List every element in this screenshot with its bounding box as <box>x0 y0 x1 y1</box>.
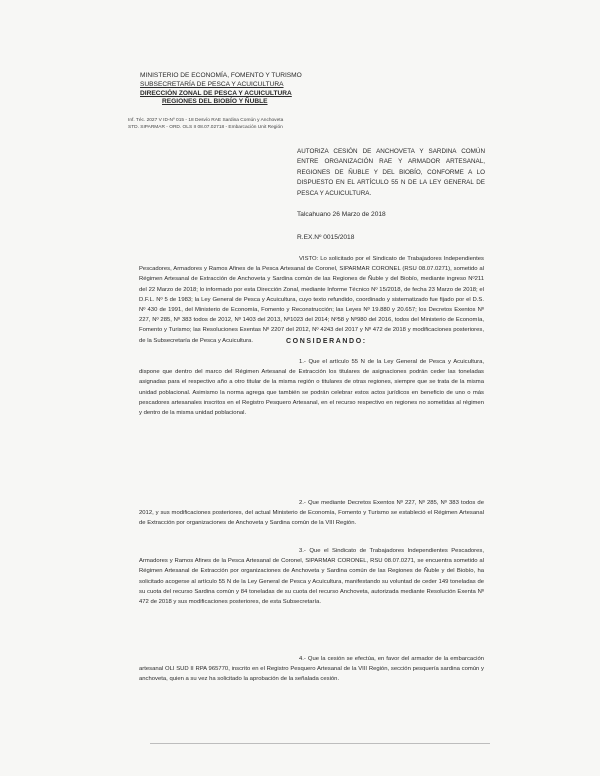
reference-line-1: Inf. Téc. 2027 V ID-Nº 015 - 18 Desvío RAE Sardina Común y Anchoveta <box>128 118 284 123</box>
reference-lines <box>128 118 318 132</box>
header-regiones: REGIONES DEL BIOBÍO Y ÑUBLE <box>162 98 268 106</box>
considerando-1: 1.- Que el artículo 55 N de la Ley General de Pesca y Acuicultura, dispone que dentro del marco del Régimen Artesanal de Extracción los titulares de asignaciones podrán ceder las toneladas asignadas para el respectivo año a otro titular de la misma región o titulares de otras regiones, siempre que se trata de la misma unidad poblacional. Asimismo la norma agrega que también se podrán celebrar estos actos jurídicos en beneficio de uno o más pescadores artesanales inscritos en el Registro Pesquero Artesanal, en el recurso respectivo en regiones no sometidas al régimen y dentro de la misma unidad poblacional. <box>139 359 484 417</box>
considerando-3: 3.- Que el Sindicato de Trabajadores Independientes Pescadores, Armadores y Ramos Afines de la Pesca Artesanal de Coronel, SIPARMAR CORONEL, RSU 08.07.0271, se encuentra sometido al Régimen Artesanal de Extracción por organizaciones de Anchoveta y Sardina común de las Regiones de Ñuble y del Biobío, ha solicitado acogerse al artículo 55 N de la Ley General de Pesca y Acuicultura, manifestando su voluntad de ceder 149 toneladas de su cuota del recurso Sardina común y 84 toneladas de su cuota del recurso Anchoveta, autorizada mediante Resolución Exenta Nº 472 de 2018 y sus modificaciones posteriores, de esta Subsecretaría. <box>139 548 484 606</box>
header-subsecretaria: SUBSECRETARÍA DE PESCA Y ACUICULTURA <box>140 80 284 88</box>
considerando-4: 4.- Que la cesión se efectúa, en favor del armador de la embarcación artesanal OLI SUD II RPA 965770, inscrito en el Registro Pesquero Artesanal de la VIII Región, sección pesquería sardina común y anchoveta, quien a su vez ha solicitado la aprobación de la señalada cesión. <box>139 656 484 683</box>
visto-paragraph: VISTO: Lo solicitado por el Sindicato de Trabajadores Independientes Pescadores, Armadores y Ramos Afines de la Pesca Artesanal de Coronel, SIPARMAR CORONEL (RSU 08.07.0271), sometido al Régimen Artesanal de Extracción de Anchoveta y Sardina común de las Regiones de Ñuble y del Biobío, mediante ingreso Nº211 del 22 Marzo de 2018; lo informado por esta Dirección Zonal, mediante Informe Técnico Nº 15/2018, de fecha 23 Marzo de 2018; el D.F.L. Nº 5 de 1983; la Ley General de Pesca y Acuicultura, cuyo texto refundido, coordinado y sistematizado fue fijado por el D.S. Nº 430 de 1991, del Ministerio de Economía, Fomento y Reconstrucción; las Leyes Nº 19.880 y 20.657; los Decretos Exentos Nº 227, Nº 285, Nº 383 todos de 2012, Nº 1403 del 2013, Nº1023 del 2014; Nº58 y Nº980 del 2016, todos del Ministerio de Economía, Fomento y Turismo; las Resoluciones Exentas Nº 2207 del 2012, Nº 4243 del 2017 y Nº 472 de 2018 y modificaciones posteriores, de la Subsecretaría de Pesca y Acuicultura. <box>139 256 484 344</box>
header-ministry: MINISTERIO DE ECONOMÍA, FOMENTO Y TURISMO <box>140 72 302 79</box>
resolution-number: R.EX.Nº 0015/2018 <box>297 234 355 241</box>
reference-line-2: STD. SIPARMAR - ORD. OLS II 08.07.02718 - Embarcación Unit Región <box>128 124 283 130</box>
bottom-divider <box>150 743 490 744</box>
place-date: Talcahuano 26 Marzo de 2018 <box>297 211 386 218</box>
considerando-2: 2.- Que mediante Decretos Exentos Nº 227, Nº 285, Nº 383 todos de 2012, y sus modificaciones posteriores, del actual Ministerio de Economía, Fomento y Turismo se estableció el Régimen Artesanal de Extracción por organizaciones de Anchoveta y Sardina común de la VIII Región. <box>139 500 484 527</box>
header-direccion-zonal: DIRECCIÓN ZONAL DE PESCA Y ACUICULTURA <box>140 89 292 97</box>
resolution-subject: AUTORIZA CESIÓN DE ANCHOVETA Y SARDINA COMÚN ENTRE ORGANIZACIÓN RAE Y ARMADOR ARTESANAL, REGIONES DE ÑUBLE Y DEL BIOBÍO, CONFORME A LO DISPUESTO EN EL ARTÍCULO 55 N DE LA LEY GENERAL DE PESCA Y ACUICULTURA. <box>297 148 485 197</box>
letterhead <box>140 72 340 107</box>
considerando-heading: CONSIDERANDO: <box>286 338 367 345</box>
